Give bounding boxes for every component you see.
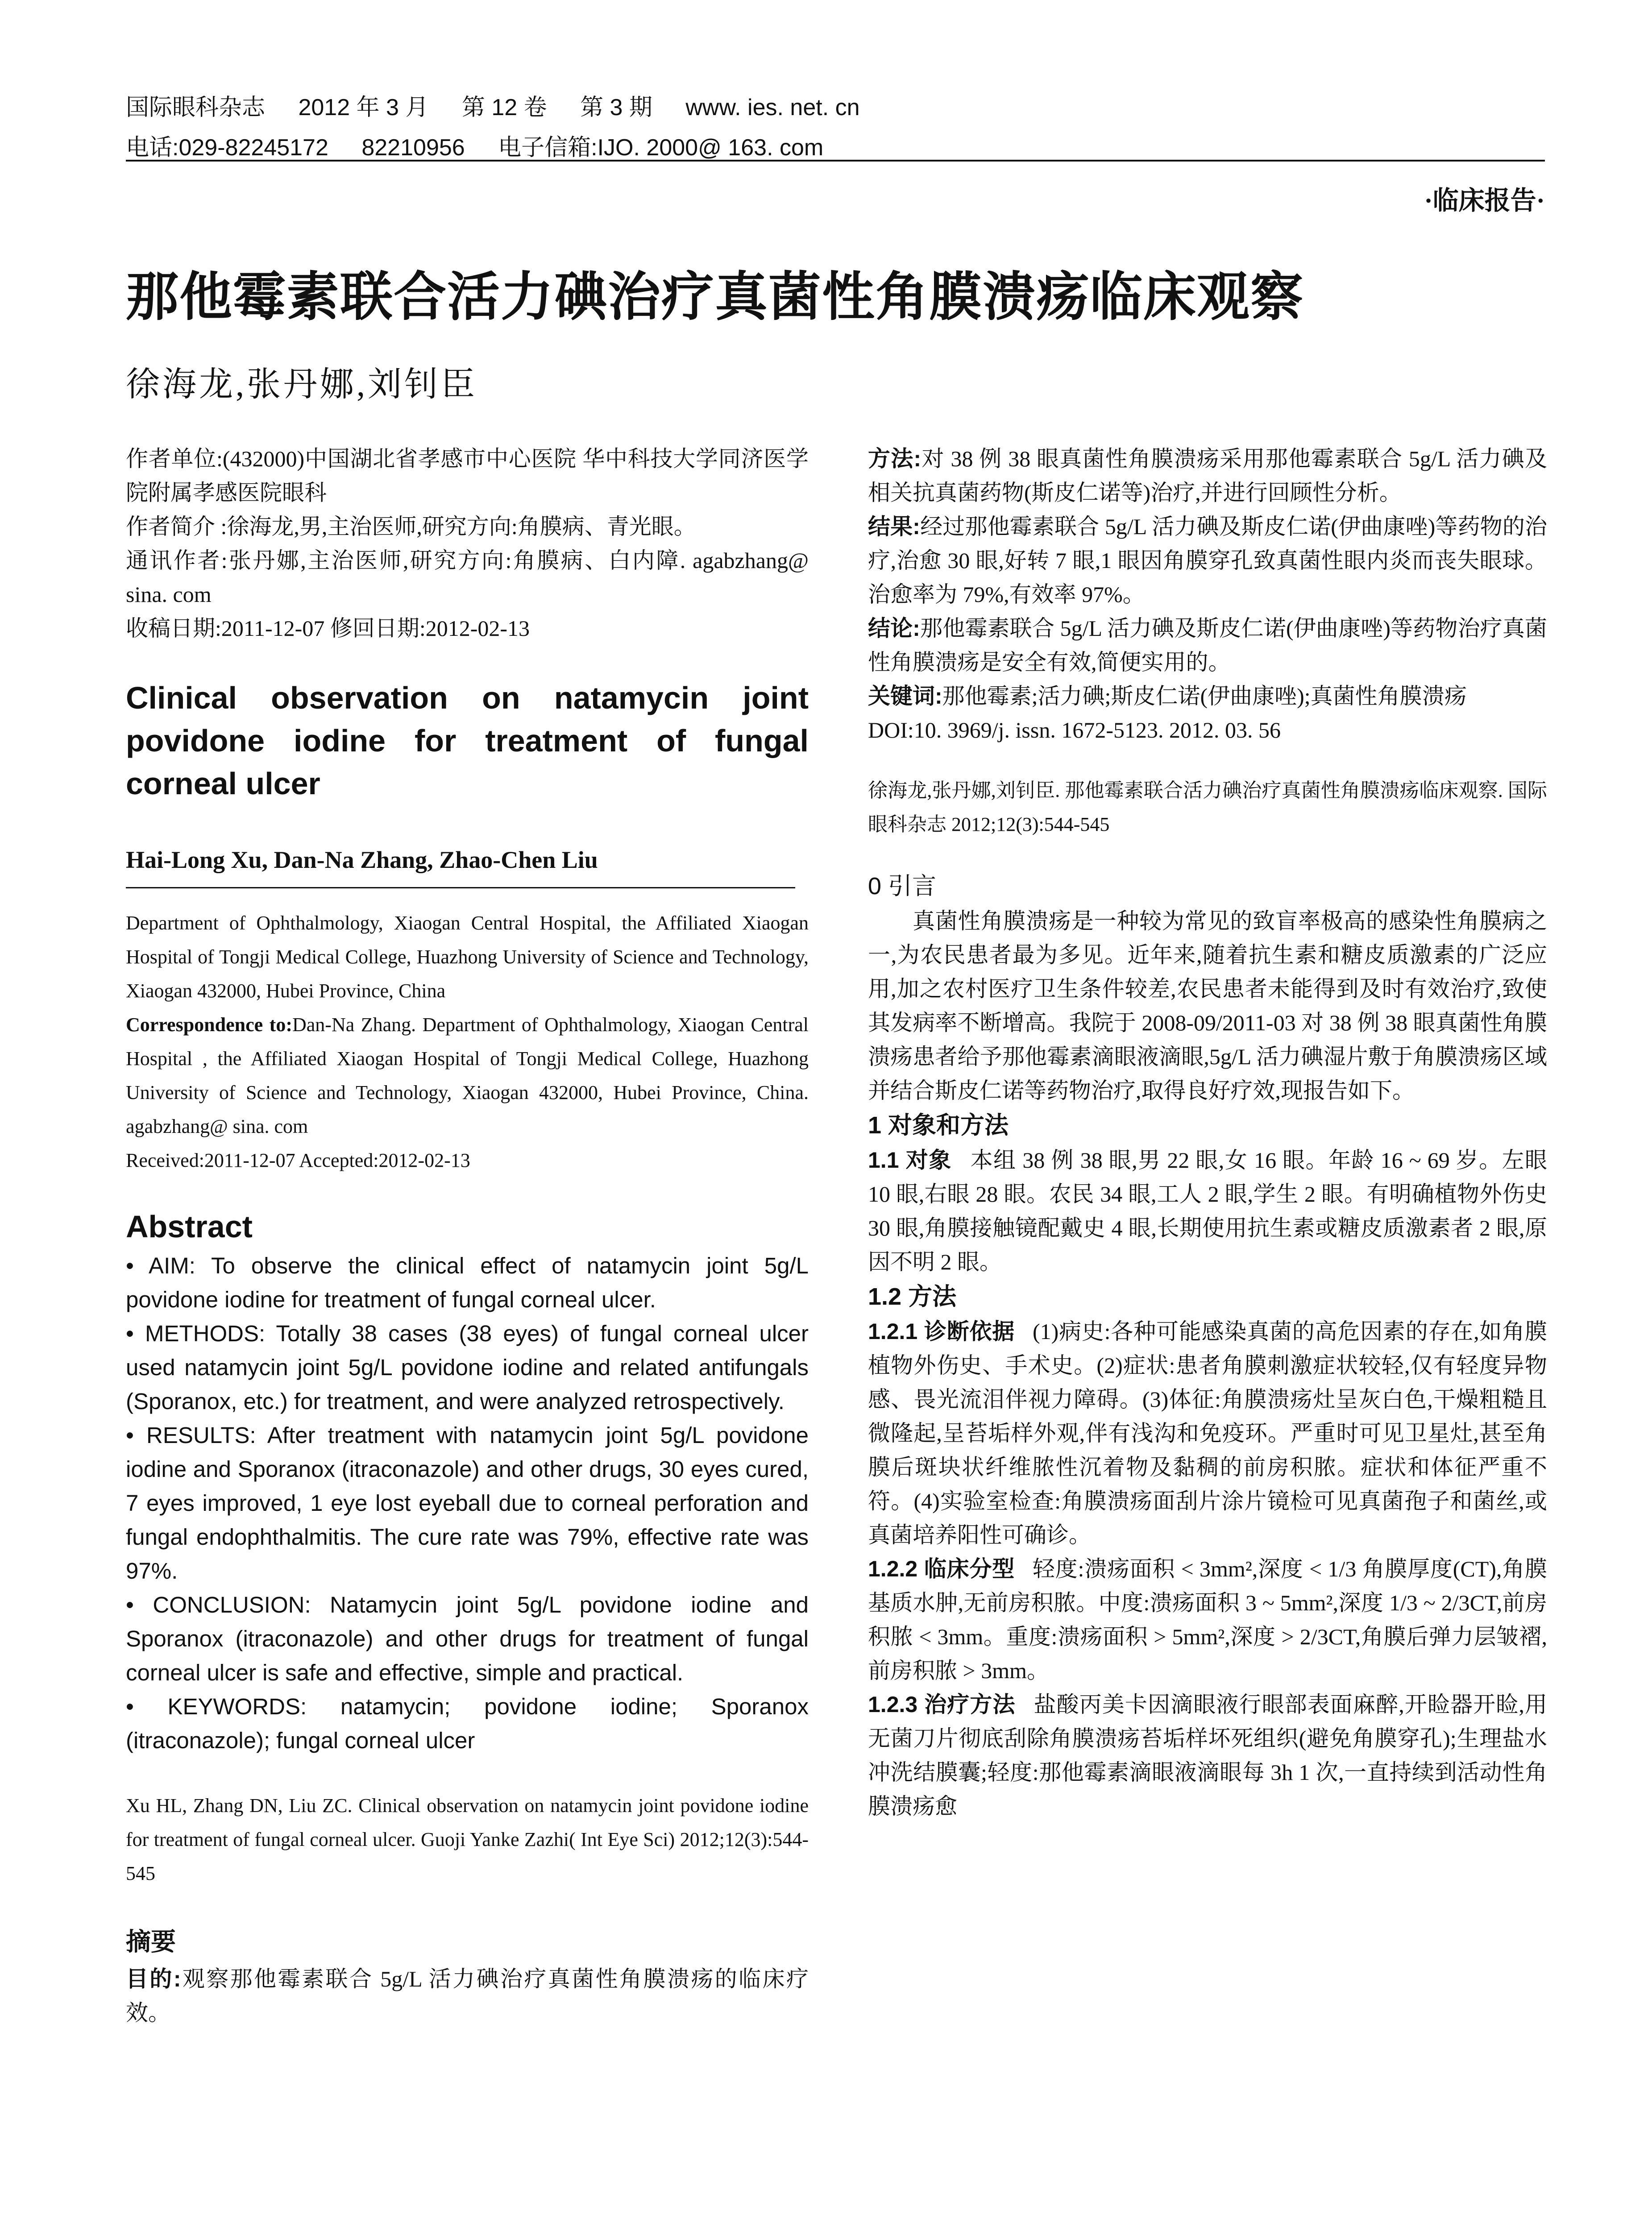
section-1-1-label: 1.1 对象: [868, 1148, 952, 1173]
section-1-2-3-text: 盐酸丙美卡因滴眼液行眼部表面麻醉,开睑器开睑,用无菌刀片彻底刮除角膜溃疡苔垢样坏死组织(避免角膜穿孔);生理盐水冲洗结膜囊;轻度:那他霉素滴眼液滴眼每 3h 1 次,一直持续到活动性角膜溃疡愈: [868, 1692, 1547, 1819]
header-line-2: [126, 128, 1545, 168]
volume: 第 12 卷: [461, 95, 547, 120]
fangfa-text: 对 38 例 38 眼真菌性角膜溃疡采用那他霉素联合 5g/L 活力碘及相关抗真菌药物(斯皮仁诺等)治疗,并进行回顾性分析。: [868, 446, 1547, 505]
correspondence-en: [126, 1008, 809, 1144]
fangfa-label: 方法:: [868, 446, 921, 471]
issue-date: 2012 年 3 月: [298, 95, 429, 120]
abstract-body: [126, 1249, 809, 1758]
correspondence-label: Correspondence to:: [126, 1014, 292, 1036]
email: 电子信箱:IJO. 2000@ 163. com: [498, 135, 824, 161]
section-1-2-2-text: 轻度:溃疡面积 < 3mm²,深度 < 1/3 角膜厚度(CT),角膜基质水肿,无前房积脓。中度:溃疡面积 3 ~ 5mm²,深度 1/3 ~ 2/3CT,前房积脓 < 3mm。重度:溃疡面积 > 5mm²,深度 > 2/3CT,角膜后弹力层皱褶,前房积脓 > 3mm。: [868, 1556, 1547, 1683]
correspondence-text: Dan-Na Zhang. Department of Ophthalmology, Xiaogan Central Hospital , the Affiliated Xiaogan Hospital of Tongji Medical College, Huazhong University of Science and Technology, Xiaogan 432000, Hubei Province, China. agabzhang@ sina. com: [126, 1014, 809, 1137]
phone: 电话:029-82245172: [126, 135, 328, 161]
citation-en: Xu HL, Zhang DN, Liu ZC. Clinical observation on natamycin joint povidone iodine for treatment of fungal corneal ulcer. Guoji Yanke Zazhi( Int Eye Sci) 2012;12(3):544-545: [126, 1795, 809, 1884]
authors-en: Hai-Long Xu, Dan-Na Zhang, Zhao-Chen Liu: [126, 846, 598, 873]
column-tag: ·临床报告·: [1424, 186, 1545, 215]
section-1-2-3-label: 1.2.3 治疗方法: [868, 1692, 1016, 1717]
zhaiyao-jieguo: [868, 510, 1547, 611]
zhaiyao-mudi: [126, 1962, 809, 2030]
journal-name: 国际眼科杂志: [126, 95, 266, 120]
section-1-2-heading: 1.2 方法: [868, 1283, 957, 1310]
abstract-heading: Abstract: [126, 1209, 253, 1244]
phone-2: 82210956: [361, 135, 465, 161]
intro-heading: 0 引言: [868, 873, 937, 900]
article-title-cn: 那他霉素联合活力碘治疗真菌性角膜溃疡临床观察: [126, 268, 1304, 327]
section-1-2-2-label: 1.2.2 临床分型: [868, 1556, 1015, 1581]
jielun-label: 结论:: [868, 616, 920, 641]
intro-text: 真菌性角膜溃疡是一种较为常见的致盲率极高的感染性角膜病之一,为农民患者最为多见。近年来,随着抗生素和糖皮质激素的广泛应用,加之农村医疗卫生条件较差,农民患者未能得到及时有效治疗,致使其发病率不断增高。我院于 2008-09/2011-03 对 38 例 38 眼真菌性角膜溃疡患者给予那他霉素滴眼液滴眼,5g/L 活力碘湿片敷于角膜溃疡区域并结合斯皮仁诺等药物治疗,取得良好疗效,现报告如下。: [868, 908, 1547, 1103]
jieguo-label: 结果:: [868, 514, 920, 539]
section-1-2-1-text: (1)病史:各种可能感染真菌的高危因素的存在,如角膜植物外伤史、手术史。(2)症状:患者角膜刺激症状较轻,仅有轻度异物感、畏光流泪伴视力障碍。(3)体征:角膜溃疡灶呈灰白色,干燥粗糙且微隆起,呈苔垢样外观,伴有浅沟和免疫环。严重时可见卫星灶,甚至角膜后斑块状纤维脓性沉着物及黏稠的前房积脓。症状和体征严重不符。(4)实验室检查:角膜溃疡面刮片涂片镜检可见真菌孢子和菌丝,或真菌培养阳性可确诊。: [868, 1319, 1547, 1547]
section-1-1: [868, 1143, 1547, 1279]
article-title-en: Clinical observation on natamycin joint povidone iodine for treatment of fungal corneal ulcer: [126, 680, 809, 801]
section-1-1-text: 本组 38 例 38 眼,男 22 眼,女 16 眼。年龄 16 ~ 69 岁。左眼 10 眼,右眼 28 眼。农民 34 眼,工人 2 眼,学生 2 眼。有明确植物外伤史 30 眼,角膜接触镜配戴史 4 眼,长期使用抗生素或糖皮质激素者 2 眼,原因不明 2 眼。: [868, 1148, 1547, 1274]
received-en: Received:2011-12-07 Accepted:2012-02-13: [126, 1149, 470, 1171]
jieguo-text: 经过那他霉素联合 5g/L 活力碘及斯皮仁诺(伊曲康唑)等药物的治疗,治愈 30 眼,好转 7 眼,1 眼因角膜穿孔致真菌性眼内炎而丧失眼球。治愈率为 79%,有效率 97%。: [868, 514, 1547, 607]
running-header: [126, 87, 1545, 168]
section-1-2-1-label: 1.2.1 诊断依据: [868, 1319, 1015, 1344]
authors-cn: 徐海龙,张丹娜,刘钊臣: [126, 366, 477, 403]
website: www. ies. net. cn: [685, 95, 860, 120]
section-1-heading: 1 对象和方法: [868, 1112, 1009, 1139]
keywords-label: 关键词:: [868, 684, 942, 709]
header-rule: [126, 160, 1545, 162]
abstract-aim: • AIM: To observe the clinical effect of natamycin joint 5g/L povidone iodine for treatment of fungal corneal ulcer.: [126, 1253, 809, 1312]
mudi-text: 观察那他霉素联合 5g/L 活力碘治疗真菌性角膜溃疡的临床疗效。: [126, 1966, 809, 2025]
zhaiyao-fangfa: [868, 442, 1547, 510]
doi: DOI:10. 3969/j. issn. 1672-5123. 2012. 03. 56: [868, 717, 1281, 742]
issue: 第 3 期: [580, 95, 652, 120]
abstract-conclusion: • CONCLUSION: Natamycin joint 5g/L povidone iodine and Sporanox (itraconazole) and other drugs for treatment of fungal corneal ulcer is safe and effective, simple and practical.: [126, 1592, 809, 1685]
abstract-results: • RESULTS: After treatment with natamycin joint 5g/L povidone iodine and Sporanox (itraconazole) and other drugs, 30 eyes cured, 7 eyes improved, 1 eye lost eyeball due to corneal perforation and fungal endophthalmitis. The cure rate was 79%, effective rate was 97%.: [126, 1422, 809, 1584]
abstract-keywords: • KEYWORDS: natamycin; povidone iodine; Sporanox (itraconazole); fungal corneal ulcer: [126, 1694, 809, 1753]
citation-cn: 徐海龙,张丹娜,刘钊臣. 那他霉素联合活力碘治疗真菌性角膜溃疡临床观察. 国际眼科杂志 2012;12(3):544-545: [868, 780, 1547, 835]
header-line-1: [126, 87, 1545, 128]
section-1-2-3: [868, 1688, 1547, 1823]
zhaiyao-jielun: [868, 611, 1547, 679]
zhaiyao-keywords: [868, 679, 1547, 713]
mudi-label: 目的:: [126, 1966, 181, 1991]
author-bio-cn: 作者简介 :徐海龙,男,主治医师,研究方向:角膜病、青光眼。: [126, 514, 696, 539]
author-affiliation-cn: 作者单位:(432000)中国湖北省孝感市中心医院 华中科技大学同济医学院附属孝感医院眼科: [126, 446, 809, 505]
right-column: [868, 442, 1547, 1823]
zhaiyao-heading: 摘要: [126, 1928, 176, 1956]
section-1-2-1: [868, 1315, 1547, 1552]
keywords-text: 那他霉素;活力碘;斯皮仁诺(伊曲康唑);真菌性角膜溃疡: [942, 684, 1467, 709]
left-column: [126, 442, 809, 2030]
section-1-2-2: [868, 1552, 1547, 1688]
affiliation-en: Department of Ophthalmology, Xiaogan Central Hospital, the Affiliated Xiaogan Hospital of Tongji Medical College, Huazhong University of Science and Technology, Xiaogan 432000, Hubei Province, China: [126, 912, 809, 1002]
dates-cn: 收稿日期:2011-12-07 修回日期:2012-02-13: [126, 616, 530, 641]
jielun-text: 那他霉素联合 5g/L 活力碘及斯皮仁诺(伊曲康唑)等药物治疗真菌性角膜溃疡是安全有效,简便实用的。: [868, 616, 1547, 675]
abstract-methods: • METHODS: Totally 38 cases (38 eyes) of fungal corneal ulcer used natamycin joint 5g/L povidone iodine and related antifungals (Sporanox, etc.) for treatment, and were analyzed retrospectively.: [126, 1321, 809, 1414]
corresponding-author-cn: 通讯作者:张丹娜,主治医师,研究方向:角膜病、白内障. agabzhang@ sina. com: [126, 548, 809, 607]
